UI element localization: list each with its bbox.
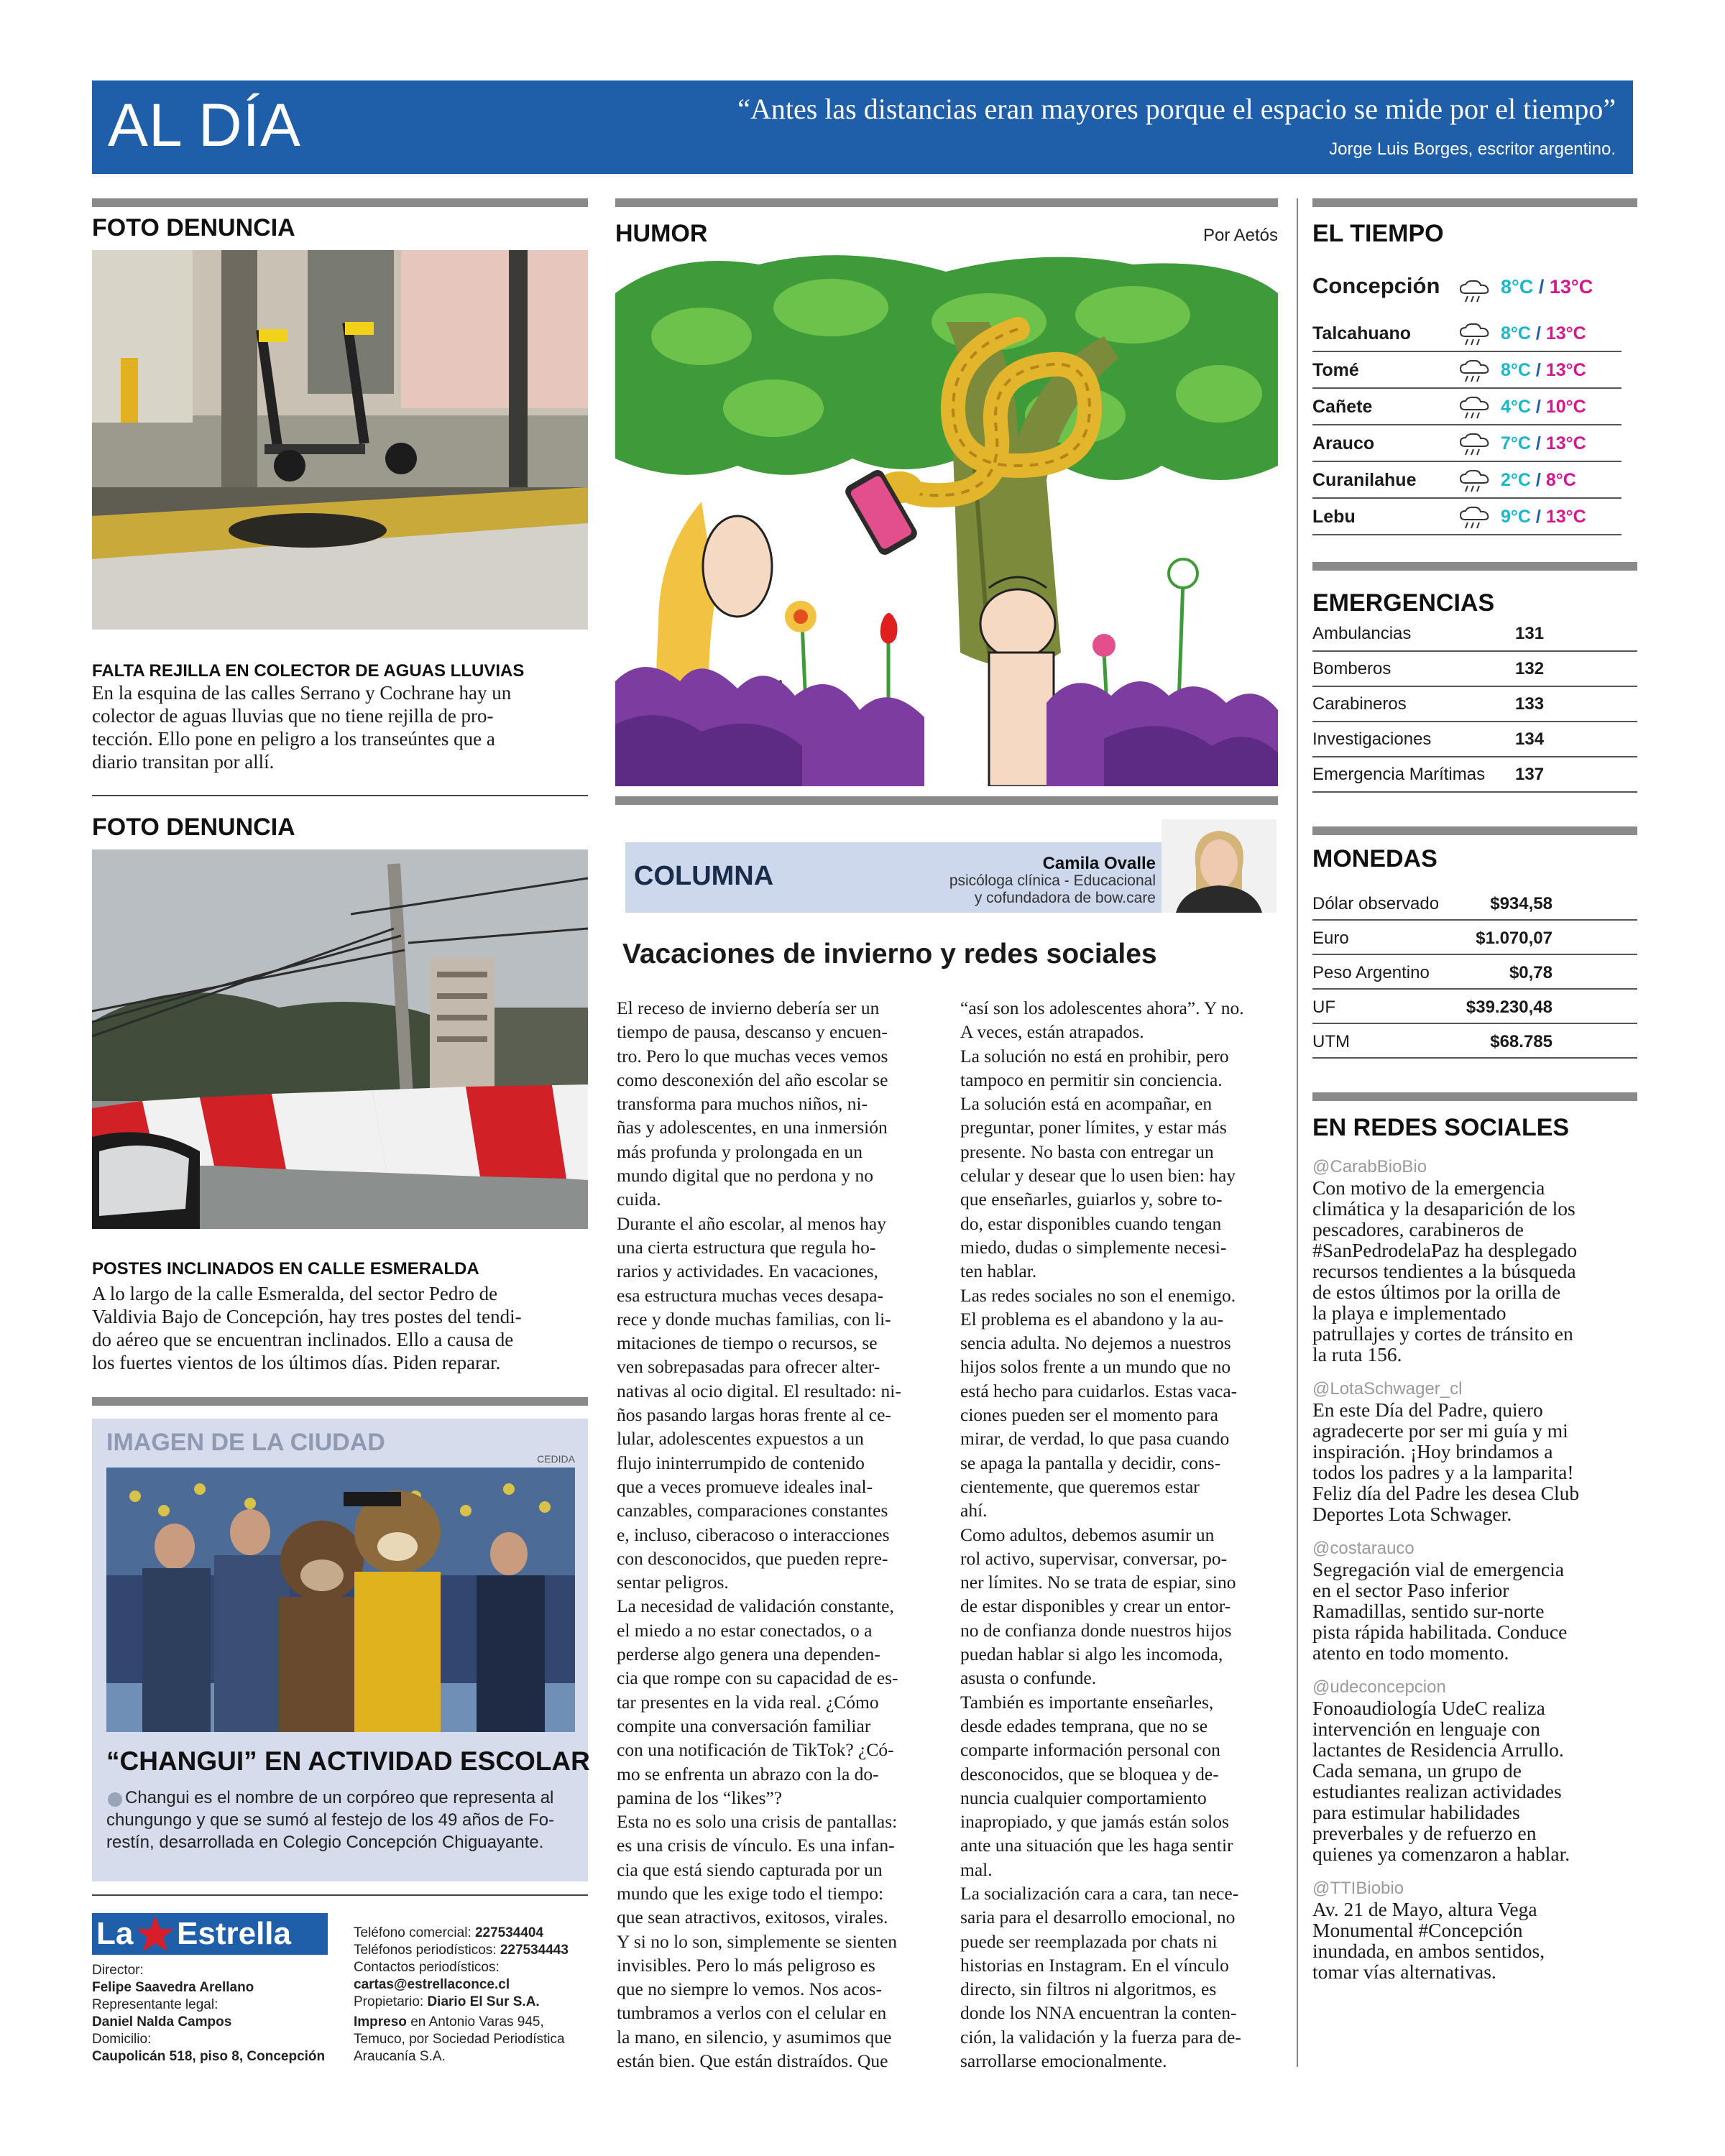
imagen-section-title: IMAGEN DE LA CIUDAD	[106, 1429, 385, 1456]
columna-line: tro. Pero lo que muchas veces vemos	[617, 1045, 888, 1067]
rain-cloud-icon	[1458, 322, 1492, 348]
columna-line: desde edades temprana, que no se	[960, 1715, 1208, 1736]
columna-line: lular, adolescentes expuestos a un	[617, 1428, 864, 1450]
columna-line: ños pasando largas horas frente al ce-	[617, 1404, 891, 1426]
currency-value: $934,58	[1490, 894, 1552, 913]
columna-line: donde los NNA encuentran la conten-	[960, 2002, 1237, 2024]
columna-line: perderse algo genera una dependen-	[617, 1644, 880, 1665]
columna-line: e, incluso, ciberacoso o interacciones	[617, 1524, 890, 1545]
columna-line: tampoco en permitir sin conciencia.	[960, 1069, 1223, 1090]
section-rule	[92, 198, 588, 207]
currency-label: Dólar observado	[1312, 894, 1440, 913]
currency-label: Peso Argentino	[1312, 963, 1430, 982]
social-handle[interactable]: @costarauco	[1312, 1539, 1414, 1558]
foto1-caption: En la esquina de las calles Serrano y Cochrane hay un colector de aguas lluvias que no tiene rejilla de pro- tección. Ello pone en peligro a los transeúntes que a diario transitan por allí.	[92, 682, 512, 773]
star-icon	[135, 1915, 175, 1953]
columna-line: que sean atractivos, exitosos, virales.	[617, 1907, 888, 1928]
social-post	[1312, 1677, 1637, 1864]
redes-section-title: EN REDES SOCIALES	[1312, 1114, 1570, 1141]
columna-line: canzables, comparaciones constantes	[617, 1500, 888, 1521]
weather-temps: 7°C / 13°C	[1501, 433, 1586, 453]
columna-line: El receso de invierno debería ser un	[617, 998, 880, 1018]
emergency-label: Emergencia Marítimas	[1312, 765, 1486, 784]
columna-line: una cierta estructura que regula ho-	[617, 1236, 876, 1258]
columna-line: saria para el desarrollo emocional, no	[960, 1907, 1236, 1928]
currency-value: $1.070,07	[1476, 929, 1552, 948]
imagen-credit: CEDIDA	[537, 1453, 575, 1465]
columna-line: como desconexión del año escolar se	[617, 1069, 888, 1090]
columna-line: ante una situación que les haga sentir	[960, 1835, 1233, 1856]
columna-line: Las redes sociales no son el enemigo.	[960, 1284, 1236, 1306]
columna-line: puedan hablar si algo les incomoda,	[960, 1644, 1223, 1665]
currency-row	[1312, 887, 1637, 921]
columna-line: mundo que les exige todo el tiempo:	[617, 1882, 884, 1904]
columna-line: sarrollarse emocionalmente.	[960, 2050, 1167, 2072]
columna-author-role: psicóloga clínica - Educacional	[949, 872, 1156, 889]
columna-line: están bien. Que están distraídos. Que	[617, 2050, 888, 2072]
columna-line: que no siempre lo vemos. Nos acos-	[617, 1978, 882, 2000]
emergency-number: 134	[1515, 729, 1545, 749]
foto2-caption: A lo largo de la calle Esmeralda, del sector Pedro de Valdivia Bajo de Concepción, hay tres postes del tendi- do aéreo que se encuentran inclinados. Ello a causa de los fuertes vientos de los últimos días. Piden reparar.	[92, 1283, 522, 1373]
columna-line: tar presentes en la vida real. ¿Cómo	[617, 1691, 879, 1713]
emergency-number: 132	[1515, 659, 1545, 678]
emergency-row	[1312, 722, 1637, 757]
footer-staff: Director: Felipe Saavedra Arellano Representante legal: Daniel Nalda Campos Domicilio: Caupolicán 518, piso 8, Concepción	[92, 1963, 326, 2064]
columna-line: que a veces promueve ideales inal-	[617, 1475, 873, 1497]
columna-line: con desconocidos, que pueden repre-	[617, 1547, 888, 1569]
columna-line: También es importante enseñarles,	[960, 1691, 1214, 1713]
rain-cloud-icon	[1458, 469, 1492, 494]
emergency-label: Bomberos	[1312, 659, 1392, 678]
columna-line: ahí.	[960, 1500, 988, 1521]
columna-line: rarios y actividades. En vacaciones,	[617, 1261, 878, 1282]
currency-value: $39.230,48	[1466, 998, 1552, 1017]
section-rule	[615, 796, 1278, 805]
columna-line: sencia adulta. No dejemos a nuestros	[960, 1332, 1231, 1354]
columna-line: presente. No basta con entregar un	[960, 1141, 1214, 1162]
emergency-number: 137	[1515, 765, 1545, 784]
columna-line: compite una conversación familiar	[617, 1715, 871, 1736]
columna-line: La solución no está en prohibir, pero	[960, 1045, 1229, 1067]
emergency-number: 131	[1515, 624, 1545, 643]
currency-label: Euro	[1312, 929, 1349, 948]
weather-row-main: Concepción 8°C / 13°C	[1312, 267, 1622, 309]
columna-headline: Vacaciones de invierno y redes sociales	[622, 939, 1157, 969]
columna-line: rol activo, supervisar, conversar, po-	[960, 1547, 1228, 1569]
columna-line: pamina de los “likes”?	[617, 1787, 783, 1808]
columna-line: hijos solos frente a un mundo que no	[960, 1356, 1231, 1378]
columna-line: esa estructura muchas veces desapa-	[617, 1284, 883, 1306]
social-post	[1312, 1539, 1637, 1663]
columna-line: cia que rompe con su capacidad de es-	[617, 1667, 898, 1689]
rain-cloud-icon	[1458, 505, 1492, 531]
columna-line: miedo, dudas o simplemente necesi-	[960, 1236, 1227, 1258]
tiempo-section-title: EL TIEMPO	[1312, 220, 1444, 247]
social-post	[1312, 1379, 1637, 1524]
bullet-icon	[108, 1792, 122, 1807]
weather-city: Curanilahue	[1312, 470, 1417, 490]
currency-row	[1312, 956, 1637, 990]
columna-line: mo se enfrenta un abrazo con la do-	[617, 1763, 879, 1784]
header-quote-author: Jorge Luis Borges, escritor argentino.	[1329, 139, 1616, 159]
rain-cloud-icon	[1458, 359, 1492, 384]
foto2-caption-title: POSTES INCLINADOS EN CALLE ESMERALDA	[92, 1259, 479, 1279]
columnist-portrait	[1162, 819, 1276, 913]
foto2-photo	[92, 849, 588, 1229]
weather-temps: 4°C / 10°C	[1501, 397, 1586, 417]
social-post	[1312, 1879, 1637, 1982]
columna-line: con una notificación de TikTok? ¿Có-	[617, 1739, 894, 1761]
columna-author-org: y cofundadora de bow.care	[974, 890, 1156, 906]
columna-line: Y si no lo son, simplemente se sienten	[617, 1930, 898, 1952]
columna-line: “así son los adolescentes ahora”. Y no.	[960, 998, 1244, 1018]
weather-city: Lebu	[1312, 507, 1356, 527]
social-post-text: Fonoaudiología UdeC realiza intervención en lenguaje con lactantes de Residencia Arrullo. Cada semana, un grupo de estudiantes realizan actividades para estimular habilidades preverbales y de refuerzo en quienes ya comenzaron a hablar.	[1312, 1697, 1570, 1865]
emergency-row	[1312, 617, 1637, 652]
emergency-number: 133	[1515, 694, 1545, 714]
columna-line: preguntar, poner límites, y estar más	[960, 1117, 1227, 1138]
columna-line: flujo ininterrumpido de contenido	[617, 1452, 865, 1473]
imagen-caption: Changui es el nombre de un corpóreo que representa al chungungo y que se sumó al festejo de los 49 años de Fo- restín, desarrollada en Colegio Concepción Chiguayante.	[106, 1788, 555, 1852]
columna-line: ven sobrepasadas para ofrecer alter-	[617, 1356, 880, 1378]
columna-line: rece y donde muchas familias, con li-	[617, 1308, 891, 1330]
weather-temps: 2°C / 8°C	[1501, 470, 1576, 490]
columna-line: El problema es el abandono y la au-	[960, 1308, 1224, 1330]
columna-line: transforma para muchos niños, ni-	[617, 1093, 868, 1115]
columna-line: ner límites. No se trata de espiar, sino	[960, 1572, 1236, 1593]
columna-line: ción, la validación y la fuerza para de-	[960, 2026, 1241, 2047]
social-post-text: Av. 21 de Mayo, altura Vega Monumental #Concepción inundada, en ambos sentidos, tomar vías alternativas.	[1312, 1898, 1545, 1983]
redes-posts	[1312, 1157, 1637, 1996]
weather-city: Arauco	[1312, 433, 1375, 453]
columna-line: comparte información personal con	[960, 1739, 1220, 1761]
emergency-label: Carabineros	[1312, 694, 1407, 714]
weather-row	[1312, 426, 1622, 462]
columna-line: no de confianza donde nuestros hijos	[960, 1619, 1232, 1641]
columna-line: directo, sin filtros ni algoritmos, es	[960, 1978, 1217, 2000]
emergency-row	[1312, 687, 1637, 722]
columna-line: más profunda y prolongada en un	[617, 1141, 863, 1162]
currency-row	[1312, 990, 1637, 1024]
columna-line: ciones pueden ser el momento para	[960, 1404, 1218, 1426]
weather-row	[1312, 316, 1622, 352]
section-rule	[615, 198, 1278, 207]
columna-line: mundo digital que no perdona y no	[617, 1165, 873, 1187]
currency-label: UTM	[1312, 1032, 1350, 1051]
section-rule	[1312, 562, 1637, 571]
humor-section-title: HUMOR	[615, 220, 708, 247]
social-handle[interactable]: @TTIBiobio	[1312, 1879, 1404, 1898]
columna-line: cientemente, que queremos estar	[960, 1475, 1200, 1497]
columna-line: La necesidad de validación constante,	[617, 1595, 894, 1617]
columna-line: celular y desear que lo usen bien: hay	[960, 1165, 1236, 1187]
rain-cloud-icon	[1458, 432, 1492, 458]
emergency-row	[1312, 757, 1637, 793]
columna-author-name: Camila Ovalle	[1042, 854, 1156, 873]
currency-value: $0,78	[1509, 963, 1552, 982]
foto2-section-title: FOTO DENUNCIA	[92, 814, 295, 841]
columna-line: mitaciones de tiempo o recursos, se	[617, 1332, 878, 1354]
columna-line: mirar, de verdad, lo que pasa cuando	[960, 1428, 1230, 1450]
section-rule	[92, 1397, 588, 1406]
humor-byline: Por Aetós	[1202, 226, 1278, 245]
social-handle[interactable]: @udeconcepcion	[1312, 1677, 1446, 1697]
weather-temps: 9°C / 13°C	[1501, 507, 1586, 527]
columna-label: COLUMNA	[634, 861, 774, 891]
section-rule	[1312, 826, 1637, 835]
columna-line: cuida.	[617, 1189, 661, 1210]
weather-row	[1312, 499, 1622, 535]
columna-line: inapropiado, y que jamás están solos	[960, 1811, 1229, 1833]
columna-line: cia que está siendo capturada por un	[617, 1858, 883, 1880]
columna-line: asusta o confunde.	[960, 1667, 1097, 1689]
section-rule	[1312, 198, 1637, 207]
social-post-text: Con motivo de la emergencia climática y la desaparición de los pescadores, carabineros de #SanPedrodelaPaz ha desplegado recursos tendientes a la búsqueda de estos últimos por la orilla de la playa e implementado patrullajes y cortes de tránsito en la ruta 156.	[1312, 1176, 1578, 1365]
imagen-title: “CHANGUI” EN ACTIVIDAD ESCOLAR	[106, 1746, 590, 1776]
social-handle[interactable]: @CarabBioBio	[1312, 1157, 1427, 1176]
emergencias-table	[1312, 617, 1637, 803]
section-rule	[1312, 1092, 1637, 1101]
columna-line: La solución está en acompañar, en	[960, 1093, 1213, 1115]
weather-temps: 8°C / 13°C	[1501, 360, 1586, 380]
currency-value: $68.785	[1490, 1032, 1552, 1051]
humor-cartoon	[615, 250, 1278, 786]
weather-city: Cañete	[1312, 397, 1373, 417]
currency-label: UF	[1312, 998, 1335, 1017]
weather-row	[1312, 390, 1622, 425]
emergencias-section-title: EMERGENCIAS	[1312, 589, 1495, 617]
column-divider	[1297, 198, 1298, 2067]
divider	[92, 795, 588, 796]
estrella-logo: La Estrella	[92, 1913, 328, 1955]
imagen-box	[92, 1419, 588, 1881]
currency-row	[1312, 1025, 1637, 1059]
weather-row	[1312, 353, 1622, 389]
divider	[92, 1894, 588, 1896]
rain-cloud-icon	[1458, 395, 1492, 421]
foto1-caption-title: FALTA REJILLA EN COLECTOR DE AGUAS LLUVIAS	[92, 661, 525, 681]
emergency-label: Investigaciones	[1312, 729, 1432, 749]
columna-line: historias en Instagram. En el vínculo	[960, 1954, 1229, 1976]
columna-line: Como adultos, debemos asumir un	[960, 1524, 1215, 1545]
weather-city: Tomé	[1312, 360, 1359, 380]
weather-rows	[1312, 316, 1637, 539]
currency-row	[1312, 921, 1637, 955]
imagen-photo	[106, 1468, 575, 1732]
monedas-section-title: MONEDAS	[1312, 845, 1438, 872]
columna-line: invisibles. Pero lo más peligroso es	[617, 1954, 875, 1976]
columna-line: desconocidos, que se bloquea y de-	[960, 1763, 1219, 1784]
columna-line: mal.	[960, 1858, 993, 1880]
weather-temps: 8°C / 13°C	[1501, 323, 1586, 344]
columna-line: ñas y adolescentes, en una inmersión	[617, 1117, 888, 1138]
columna-line: la mano, en silencio, y asumimos que	[617, 2026, 892, 2047]
columna-line: nuncia cualquier comportamiento	[960, 1787, 1207, 1808]
foto1-photo	[92, 250, 588, 630]
columna-line: es una crisis de vínculo. Es una infan-	[617, 1835, 895, 1856]
foto1-section-title: FOTO DENUNCIA	[92, 214, 295, 241]
weather-row	[1312, 463, 1622, 499]
columna-line: ten hablar.	[960, 1261, 1037, 1282]
weather-city: Talcahuano	[1312, 323, 1412, 344]
columna-line: La socialización cara a cara, tan nece-	[960, 1882, 1239, 1904]
emergency-row	[1312, 652, 1637, 687]
columna-line: de estar disponibles y crear un entor-	[960, 1595, 1231, 1617]
header-quote: “Antes las distancias eran mayores porque el espacio se mide por el tiempo”	[737, 93, 1616, 125]
columna-line: do, estar disponibles cuando tengan	[960, 1212, 1222, 1234]
columna-line: Durante el año escolar, al menos hay	[617, 1212, 886, 1234]
columna-line: tumbramos a verlos con el celular en	[617, 2002, 887, 2024]
columna-line: nativas al ocio digital. El resultado: ni-	[617, 1380, 901, 1401]
columna-body-right	[960, 996, 1285, 2073]
columna-line: Esta no es solo una crisis de pantallas:	[617, 1811, 898, 1833]
social-post-text: Segregación vial de emergencia en el sector Paso inferior Ramadillas, sentido sur-norte pista rápida habilitada. Conduce atento en todo momento.	[1312, 1558, 1568, 1664]
section-brand: AL DÍA	[108, 91, 301, 159]
columna-line: está hecho para cuidarlos. Estas vaca-	[960, 1380, 1238, 1401]
columna-line: A veces, están atrapados.	[960, 1021, 1144, 1043]
social-handle[interactable]: @LotaSchwager_cl	[1312, 1379, 1463, 1399]
columna-line: sentar peligros.	[617, 1572, 729, 1593]
columna-line: se apaga la pantalla y decidir, cons-	[960, 1452, 1221, 1473]
social-post	[1312, 1157, 1637, 1365]
rain-cloud-icon	[1458, 279, 1492, 305]
columna-line: tiempo de pausa, descanso y encuen-	[617, 1021, 888, 1043]
columna-body-left	[617, 996, 940, 2073]
columna-line: el miedo a no estar conectados, o a	[617, 1619, 873, 1641]
emergency-label: Ambulancias	[1312, 624, 1412, 643]
columna-line: puede ser reemplazada por chats ni	[960, 1930, 1218, 1952]
social-post-text: En este Día del Padre, quiero agradecerte por ser mi guía y mi inspiración. ¡Hoy brindamos a todos los padres y a la lamparita! Feliz día del Padre les desea Club Deportes Lota Schwager.	[1312, 1399, 1580, 1525]
footer-contacts: Teléfono comercial: 227534404 Teléfonos periodísticos: 227534443 Contactos periodísticos: cartas@estrellaconce.cl Propietario: Diario El Sur S.A. Impreso en Antonio Varas 945, Temuco, por Sociedad Periodística Araucanía S.A.	[354, 1925, 569, 2064]
columna-line: que enseñarles, guiarlos y, sobre to-	[960, 1189, 1223, 1210]
monedas-table	[1312, 887, 1637, 1067]
page-header	[92, 80, 1633, 174]
